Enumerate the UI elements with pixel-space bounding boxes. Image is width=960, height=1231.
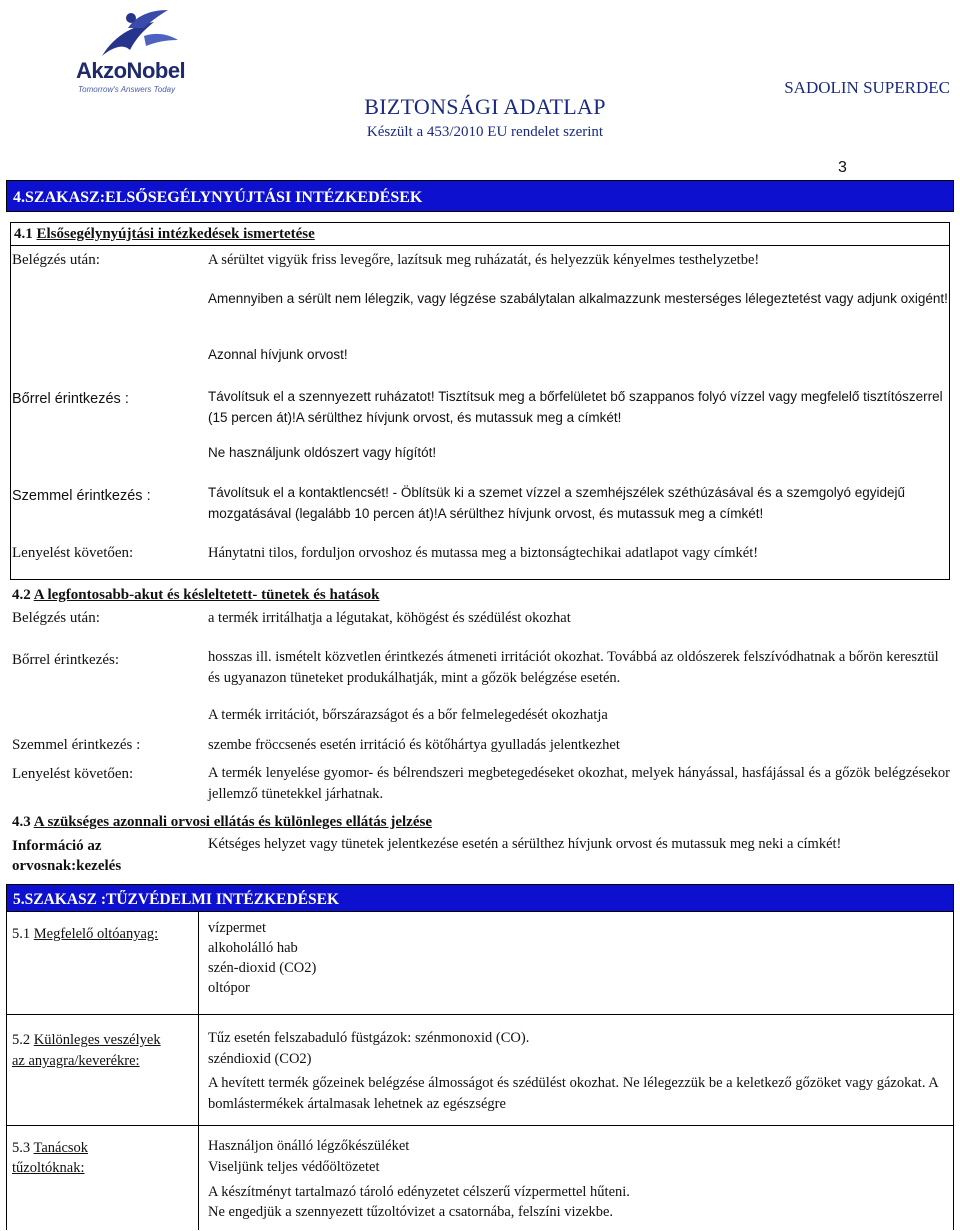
s53-line-4: Ne engedjük a szennyezett tűzoltóvizet a csatornába, felszíni vizekbe. [208, 1204, 614, 1220]
s53-line-1: Használjon önálló légzőkészüléket [208, 1138, 410, 1154]
s53-number: 5.3 [12, 1140, 31, 1156]
s51-number: 5.1 [12, 926, 31, 942]
s51-item: oltópor [208, 980, 250, 996]
s51-label [12, 924, 158, 944]
subsection-4-1-title [10, 222, 950, 246]
s41-skin-text-2: Ne használjunk oldószert vagy hígítót! [208, 445, 437, 460]
s41-inhalation-label: Belégzés után: [12, 252, 100, 268]
subsection-4-3-number: 4.3 [12, 814, 31, 830]
s41-inhalation-text-1: A sérültet vigyük friss levegőre, lazítsuk meg ruházatát, és helyezzük kényelmes testhelyzetbe! [208, 252, 760, 268]
s42-inhalation-text-1: a termék irritálhatja a légutakat, köhögést és szédülést okozhat [208, 610, 571, 626]
section-5-label-column [6, 912, 198, 1230]
subsection-4-2-title [12, 585, 380, 606]
s52-line-2: széndioxid (CO2) [208, 1051, 312, 1067]
product-name: SADOLIN SUPERDEC [784, 78, 950, 97]
s41-skin-text-1: Távolítsuk el a szennyezett ruházatot! Tisztítsuk meg a bőrfelületet bő szappanos folyó vízzel vagy megfelelő tisztítószerrel (15 percen át)!A sérülthez hívjunk orvost, és mutassuk meg a címkét! [208, 389, 943, 425]
s52-line-1: Tűz esetén felszabaduló füstgázok: szénmonoxid (CO). [208, 1030, 530, 1046]
s42-ingestion-label: Lenyelést követően: [12, 766, 134, 782]
section-5-heading: 5.SZAKASZ :TŰZVÉDELMI INTÉZKEDÉSEK [6, 884, 954, 912]
s43-info-text: Kétséges helyzet vagy tünetek jelentkezése esetén a sérülthez hívjunk orvost és mutassuk meg neki a címkét! [208, 836, 842, 852]
s41-inhalation-text-2: Amennyiben a sérült nem lélegzik, vagy légzése szabálytalan alkalmazzunk mesterséges lélegeztetést vagy adjunk oxigént! [208, 291, 948, 306]
s53-line-3: A készítményt tartalmazó tároló edényzetet célszerű vízpermettel hűteni. [208, 1184, 630, 1200]
s53-label-line-1 [12, 1138, 88, 1158]
row-divider [6, 1014, 954, 1015]
s41-ingestion-text-1: Hánytatni tilos, forduljon orvoshoz és mutassa meg a biztonságtechikai adatlapot vagy címkét! [208, 545, 759, 561]
subsection-4-1-number: 4.1 [14, 226, 33, 242]
s51-item: vízpermet [208, 920, 266, 936]
s51-title: Megfelelő oltóanyag: [33, 926, 159, 942]
s52-label-line-1 [12, 1030, 161, 1050]
s41-eye-label: Szemmel érintkezés : [12, 488, 151, 504]
s52-number: 5.2 [12, 1032, 31, 1048]
s43-info-label-2: orvosnak:kezelés [12, 858, 122, 874]
subsection-4-2-label: A legfontosabb-akut és késleltetett- tünetek és hatások [33, 587, 380, 603]
s42-eye-label: Szemmel érintkezés : [12, 737, 141, 753]
row-divider [6, 1125, 954, 1126]
s41-inhalation-text-3: Azonnal hívjunk orvost! [208, 347, 348, 362]
logo-tagline: Tomorrow's Answers Today [78, 85, 176, 94]
s52-label-line-2 [12, 1051, 140, 1071]
s42-eye-text-1: szembe fröccsenés esetén irritáció és kötőhártya gyulladás jelentkezhet [208, 737, 620, 753]
subsection-4-2-number: 4.2 [12, 587, 31, 603]
s42-skin-label: Bőrrel érintkezés: [12, 652, 120, 668]
s52-title-2: az anyagra/keverékre: [12, 1053, 140, 1069]
document-header [0, 0, 960, 176]
subsection-4-3-label: A szükséges azonnali orvosi ellátás és különleges ellátás jelzése [33, 814, 432, 830]
s53-title-2: tűzoltóknak: [12, 1160, 85, 1176]
subsection-4-3-title [12, 812, 432, 833]
s52-title-1: Különleges veszélyek [33, 1032, 161, 1048]
akzonobel-figure-icon [84, 6, 184, 62]
s53-label-line-2 [12, 1158, 85, 1178]
section-4-heading: 4.SZAKASZ:ELSŐSEGÉLYNYÚJTÁSI INTÉZKEDÉSEK [6, 180, 954, 212]
s41-ingestion-label: Lenyelést követően: [12, 545, 134, 561]
page-number: 3 [838, 159, 847, 176]
s51-item: alkoholálló hab [208, 940, 298, 956]
s51-item: szén-dioxid (CO2) [208, 960, 317, 976]
s42-ingestion-text-1: A termék lenyelése gyomor- és bélrendszeri megbetegedéseket okozhat, melyek hányással, hasfájással és a gőzök belégzésekor jellemző tünetekkel járhatnak. [208, 765, 950, 802]
s43-info-label-1: Információ az [12, 838, 102, 854]
s52-line-3: A hevített termék gőzeinek belégzése álmosságot és szédülést okozhat. Ne lélegezzük be a keletkező gőzöket vagy gázokat. A bomlástermékek ártalmasak lehetnek az egészségre [208, 1075, 938, 1112]
s42-inhalation-label: Belégzés után: [12, 610, 100, 626]
company-logo [62, 6, 190, 92]
document-subtitle: Készült a 453/2010 EU rendelet szerint [366, 124, 604, 140]
s41-skin-label: Bőrrel érintkezés : [12, 391, 129, 407]
s53-title-1: Tanácsok [33, 1140, 89, 1156]
s41-eye-text-1: Távolítsuk el a kontaktlencsét! - Öblítsük ki a szemet vízzel a szemhéjszélek széthúzásával és a szemgolyó egyidejű mozgatásával (legalább 10 percen át)!A sérülthez hívjunk orvost, és mutassuk meg a címkét! [208, 485, 906, 521]
document-title: BIZTONSÁGI ADATLAP [364, 94, 606, 119]
subsection-4-1-label: Elsősegélynyújtási intézkedések ismertetése [36, 226, 315, 242]
s42-skin-text-2: A termék irritációt, bőrszárazságot és a bőr felmelegedését okozhatja [208, 707, 608, 723]
s53-line-2: Viseljünk teljes védőöltözetet [208, 1159, 380, 1175]
logo-wordmark: AkzoNobel [76, 58, 186, 83]
s42-skin-text-1: hosszas ill. ismételt közvetlen érintkezés átmeneti irritációt okozhat. Továbbá az oldószerek felszívódhatnak a bőrön keresztül és ugyanazon tüneteket produkálhatják, mint a gőzök belégzése esetén. [208, 649, 939, 686]
